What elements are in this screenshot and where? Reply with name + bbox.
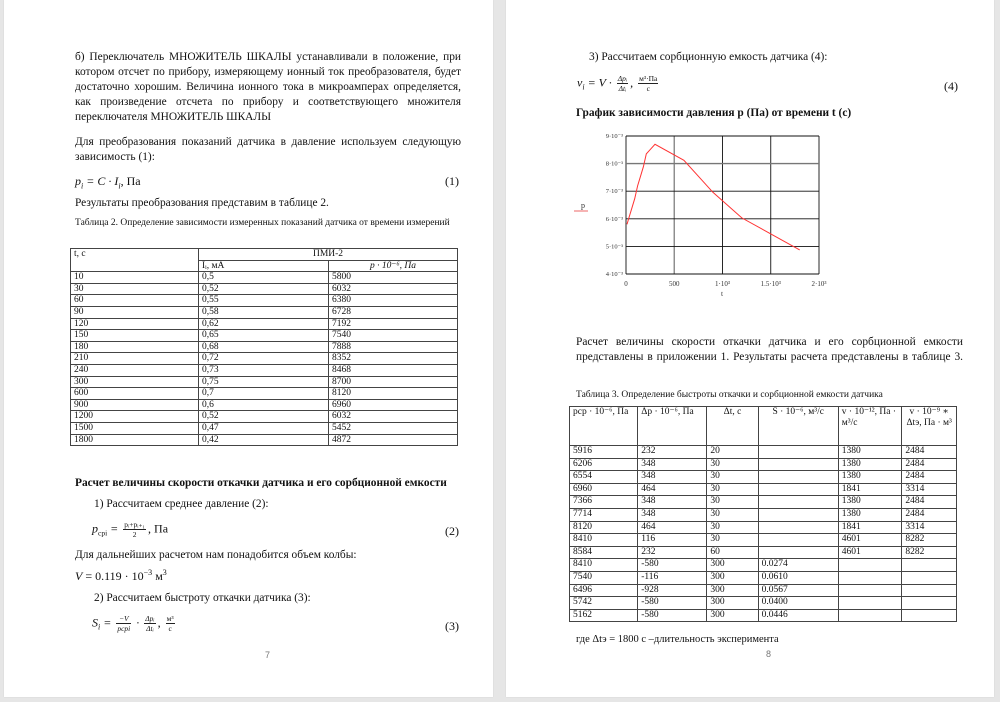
svg-text:6·10⁻³: 6·10⁻³ bbox=[605, 215, 623, 223]
table-cell: 150 bbox=[71, 330, 199, 342]
table-cell bbox=[902, 584, 957, 597]
table-cell: 0,52 bbox=[199, 283, 329, 295]
table-cell: 6032 bbox=[329, 411, 458, 423]
table-cell: 2484 bbox=[902, 496, 957, 509]
table-cell bbox=[758, 471, 838, 484]
table-cell bbox=[838, 559, 902, 572]
svg-text:5·10⁻³: 5·10⁻³ bbox=[605, 243, 623, 251]
table-row bbox=[570, 534, 957, 547]
table-cell: 20 bbox=[707, 446, 758, 459]
table-cell: 5452 bbox=[329, 422, 458, 434]
table-cell: 4601 bbox=[838, 534, 902, 547]
table-cell: 8120 bbox=[329, 388, 458, 400]
table-cell: 4872 bbox=[329, 434, 458, 446]
table-cell: 300 bbox=[71, 376, 199, 388]
table-row bbox=[570, 446, 957, 459]
table-row bbox=[71, 422, 458, 434]
table-cell: 0,47 bbox=[199, 422, 329, 434]
table-cell bbox=[758, 521, 838, 534]
chart-grid bbox=[626, 136, 819, 274]
table-cell: 6206 bbox=[570, 458, 638, 471]
paragraph-results: Результаты преобразования представим в таблице 2. bbox=[75, 197, 329, 209]
table3-header-cell: v · 10⁻⁹ ∗ Δtэ, Па · м³ bbox=[902, 407, 957, 446]
table-cell: 300 bbox=[707, 584, 758, 597]
paragraph-volume: Для дальнейших расчетом нам понадобится объем колбы: bbox=[75, 549, 357, 561]
table-cell: 1841 bbox=[838, 521, 902, 534]
table-row bbox=[71, 388, 458, 400]
table-cell bbox=[838, 609, 902, 622]
table-cell: 5800 bbox=[329, 272, 458, 284]
table-cell: 348 bbox=[638, 471, 707, 484]
table-cell bbox=[902, 609, 957, 622]
table-row bbox=[71, 341, 458, 353]
paragraph-scale-switch: б) Переключатель МНОЖИТЕЛЬ ШКАЛЫ устанавливали в положение, при котором отсчет по прибору, измеряющему ионный ток преобразователя, будет достаточно хорошим. Величина ионного тока в микроамперах определяется, как произведение отсчета по прибору и соответствующего множителя переключателя МНОЖИТЕЛЬ ШКАЛЫ bbox=[75, 51, 461, 123]
table-cell bbox=[902, 571, 957, 584]
chart-legend-label: p bbox=[581, 201, 585, 210]
table-row bbox=[71, 283, 458, 295]
table-row bbox=[570, 508, 957, 521]
table-cell: 8700 bbox=[329, 376, 458, 388]
table-cell: 0.0400 bbox=[758, 597, 838, 610]
table3-caption: Таблица 3. Определение быстроты откачки и сорбционной емкости датчика bbox=[576, 390, 883, 400]
paragraph-conversion: Для преобразования показаний датчика в давление используем следующую зависимость (1): bbox=[75, 136, 461, 163]
table2-header-current: Iᵢ, мА bbox=[199, 260, 329, 272]
table-row bbox=[570, 471, 957, 484]
table-cell: 7540 bbox=[329, 330, 458, 342]
table-cell: 1841 bbox=[838, 483, 902, 496]
table-cell: -580 bbox=[638, 597, 707, 610]
table-cell: 7540 bbox=[570, 571, 638, 584]
table-cell: 2484 bbox=[902, 458, 957, 471]
table-row bbox=[570, 546, 957, 559]
table-cell: 3314 bbox=[902, 521, 957, 534]
table-cell: 900 bbox=[71, 399, 199, 411]
table-cell: 1380 bbox=[838, 446, 902, 459]
table-cell: 210 bbox=[71, 353, 199, 365]
table-cell bbox=[758, 534, 838, 547]
table-row bbox=[71, 295, 458, 307]
table-cell: 348 bbox=[638, 458, 707, 471]
formula-3: $S_i$ = $\frac{-V}{\text{pсрi}}$ · $\frac{\text{Δpᵢ}}{\text{Δtᵢ}}$ , $\frac{\text{м³}}{с}$ bbox=[92, 614, 174, 633]
table-cell: 7192 bbox=[329, 318, 458, 330]
table-cell: 0,5 bbox=[199, 272, 329, 284]
table-cell bbox=[902, 559, 957, 572]
table-cell: -580 bbox=[638, 609, 707, 622]
table3-header-cell: Δt, c bbox=[707, 407, 758, 446]
table-cell: 8468 bbox=[329, 364, 458, 376]
table-cell: 300 bbox=[707, 609, 758, 622]
table3-header-cell: pср · 10⁻⁶, Па bbox=[570, 407, 638, 446]
pressure-time-chart bbox=[564, 126, 834, 306]
table-cell: 8282 bbox=[902, 534, 957, 547]
table-row bbox=[570, 559, 957, 572]
table-cell: 180 bbox=[71, 341, 199, 353]
table-cell: 6496 bbox=[570, 584, 638, 597]
table-cell: 8352 bbox=[329, 353, 458, 365]
table-cell: 30 bbox=[707, 471, 758, 484]
table-row bbox=[71, 434, 458, 446]
formula-1: $p_i = C \cdot I_i$, Па bbox=[75, 174, 141, 191]
svg-text:1·10³: 1·10³ bbox=[715, 280, 730, 288]
table-row bbox=[71, 272, 458, 284]
table-row bbox=[71, 353, 458, 365]
page-number: 8 bbox=[766, 649, 772, 659]
table-row bbox=[570, 597, 957, 610]
table-cell: 8410 bbox=[570, 534, 638, 547]
table-cell: 1380 bbox=[838, 458, 902, 471]
table-cell: 60 bbox=[71, 295, 199, 307]
table-row bbox=[71, 318, 458, 330]
table-cell bbox=[838, 597, 902, 610]
table-2 bbox=[70, 248, 458, 446]
paragraph-calculation: Расчет величины скорости откачки датчика и его сорбционной емкости представлены в приложении 1. Результаты расчета представлены в таблице 3. bbox=[576, 336, 963, 363]
table-cell: -116 bbox=[638, 571, 707, 584]
table-cell: 0,7 bbox=[199, 388, 329, 400]
table-cell: 60 bbox=[707, 546, 758, 559]
table-cell bbox=[838, 584, 902, 597]
table-cell: 3314 bbox=[902, 483, 957, 496]
table-cell: 1380 bbox=[838, 471, 902, 484]
svg-text:4·10⁻³: 4·10⁻³ bbox=[605, 271, 623, 278]
step-1-text: 1) Рассчитаем среднее давление (2): bbox=[94, 498, 269, 510]
table-cell bbox=[838, 571, 902, 584]
svg-text:1.5·10³: 1.5·10³ bbox=[760, 280, 781, 288]
footnote: где Δtэ = 1800 с –длительность эксперимента bbox=[576, 634, 779, 645]
formula-2: $p_{срi}$ = $\frac{\text{pᵢ+pᵢ₊₁}}{2}$ , Па bbox=[92, 520, 169, 539]
table2-header-pressure: p · 10⁻⁶, Па bbox=[329, 260, 458, 272]
table-cell: 116 bbox=[638, 534, 707, 547]
table-cell: 0,68 bbox=[199, 341, 329, 353]
table-cell bbox=[758, 546, 838, 559]
table-cell: 1800 bbox=[71, 434, 199, 446]
table-cell: 30 bbox=[707, 534, 758, 547]
table-cell: 0.0610 bbox=[758, 571, 838, 584]
table-cell: 30 bbox=[707, 508, 758, 521]
document-page-8 bbox=[506, 0, 994, 697]
table2-header-group: ПМИ-2 bbox=[199, 249, 458, 261]
table-cell: 8120 bbox=[570, 521, 638, 534]
table-cell: 2484 bbox=[902, 446, 957, 459]
chart-title: График зависимости давления p (Па) от времени t (c) bbox=[576, 107, 852, 119]
svg-text:8·10⁻³: 8·10⁻³ bbox=[605, 160, 623, 168]
table-cell: 1200 bbox=[71, 411, 199, 423]
table-cell: 0,62 bbox=[199, 318, 329, 330]
step-2-text: 2) Рассчитаем быстроту откачки датчика (3): bbox=[94, 592, 311, 604]
section-title: Расчет величины скорости откачки датчика и его сорбционной емкости bbox=[75, 477, 447, 489]
table-cell: 300 bbox=[707, 597, 758, 610]
equation-number-4: (4) bbox=[944, 79, 958, 93]
table-cell: 5162 bbox=[570, 609, 638, 622]
svg-text:9·10⁻³: 9·10⁻³ bbox=[605, 133, 623, 140]
table-cell: 600 bbox=[71, 388, 199, 400]
step-3-text: 3) Рассчитаем сорбционную емкость датчика (4): bbox=[589, 51, 828, 63]
table-cell bbox=[758, 483, 838, 496]
table-cell: 1380 bbox=[838, 496, 902, 509]
table-cell: 300 bbox=[707, 559, 758, 572]
table-cell bbox=[758, 446, 838, 459]
table-cell: 0.0274 bbox=[758, 559, 838, 572]
table-row bbox=[570, 584, 957, 597]
table-cell: 6728 bbox=[329, 306, 458, 318]
svg-text:7·10⁻³: 7·10⁻³ bbox=[605, 188, 623, 196]
volume-formula: $V = 0.119 \cdot 10^{-3}$ $м^3$ bbox=[75, 568, 167, 583]
table-row bbox=[71, 364, 458, 376]
table-cell: 30 bbox=[707, 458, 758, 471]
table-cell: 232 bbox=[638, 446, 707, 459]
chart-series-p bbox=[627, 144, 800, 250]
chart-x-label: t bbox=[720, 289, 724, 298]
table-cell: 7714 bbox=[570, 508, 638, 521]
equation-number-2: (2) bbox=[445, 524, 459, 538]
document-page-7 bbox=[4, 0, 493, 697]
table-cell: 0,42 bbox=[199, 434, 329, 446]
table-cell: 6554 bbox=[570, 471, 638, 484]
table-cell bbox=[758, 496, 838, 509]
formula-4: $v_i = V$ · $\frac{\text{Δpᵢ}}{\text{Δtᵢ}}$ , $\frac{\text{м³·Па}}{с}$ bbox=[577, 74, 658, 93]
table-cell: 6960 bbox=[329, 399, 458, 411]
table-cell: 0.0567 bbox=[758, 584, 838, 597]
table-row bbox=[570, 483, 957, 496]
table-cell: 232 bbox=[638, 546, 707, 559]
table-cell: 5742 bbox=[570, 597, 638, 610]
table-cell: 7366 bbox=[570, 496, 638, 509]
table-cell: 8584 bbox=[570, 546, 638, 559]
chart-x-axis bbox=[624, 280, 826, 288]
table-cell: 0,73 bbox=[199, 364, 329, 376]
chart-y-axis bbox=[606, 133, 623, 278]
table-cell bbox=[758, 508, 838, 521]
table-cell: 0.0446 bbox=[758, 609, 838, 622]
table3-header-cell: v · 10⁻¹², Па · м³/с bbox=[838, 407, 902, 446]
table-row bbox=[570, 571, 957, 584]
table-cell: 6032 bbox=[329, 283, 458, 295]
table-cell: 4601 bbox=[838, 546, 902, 559]
table-row bbox=[71, 306, 458, 318]
table-cell: 8282 bbox=[902, 546, 957, 559]
svg-text:2·10³: 2·10³ bbox=[811, 280, 827, 288]
table-cell: 1500 bbox=[71, 422, 199, 434]
equation-number-1: (1) bbox=[445, 174, 459, 188]
table-cell: 0,72 bbox=[199, 353, 329, 365]
table-cell: 1380 bbox=[838, 508, 902, 521]
table-cell: 120 bbox=[71, 318, 199, 330]
table-cell: 2484 bbox=[902, 471, 957, 484]
table-cell: 30 bbox=[71, 283, 199, 295]
table-row bbox=[71, 411, 458, 423]
svg-text:0: 0 bbox=[624, 280, 628, 288]
table-cell: 10 bbox=[71, 272, 199, 284]
table2-header-time: t, c bbox=[71, 249, 199, 272]
table-cell: 0,65 bbox=[199, 330, 329, 342]
table-cell: 5916 bbox=[570, 446, 638, 459]
table-cell: 6380 bbox=[329, 295, 458, 307]
table-cell: 464 bbox=[638, 483, 707, 496]
table-3 bbox=[569, 406, 957, 622]
table-cell: 2484 bbox=[902, 508, 957, 521]
table-cell: 300 bbox=[707, 571, 758, 584]
table-cell: 0,75 bbox=[199, 376, 329, 388]
table-row bbox=[71, 399, 458, 411]
table-cell bbox=[758, 458, 838, 471]
equation-number-3: (3) bbox=[445, 619, 459, 633]
table-cell: 348 bbox=[638, 508, 707, 521]
table-cell bbox=[902, 597, 957, 610]
svg-text:500: 500 bbox=[669, 280, 680, 288]
table-cell: 30 bbox=[707, 483, 758, 496]
table-cell: 90 bbox=[71, 306, 199, 318]
table-cell: 0,52 bbox=[199, 411, 329, 423]
table-cell: 7888 bbox=[329, 341, 458, 353]
table-cell: 0,6 bbox=[199, 399, 329, 411]
table3-header-cell: Δp · 10⁻⁶, Па bbox=[638, 407, 707, 446]
table-row bbox=[570, 496, 957, 509]
table-cell: 30 bbox=[707, 496, 758, 509]
table3-header-cell: S · 10⁻⁶, м³/с bbox=[758, 407, 838, 446]
table-row bbox=[570, 521, 957, 534]
table-cell: -928 bbox=[638, 584, 707, 597]
table2-caption: Таблица 2. Определение зависимости измеренных показаний датчика от времени измерений bbox=[75, 218, 450, 228]
table-cell: 0,58 bbox=[199, 306, 329, 318]
table-cell: 30 bbox=[707, 521, 758, 534]
table-cell: 0,55 bbox=[199, 295, 329, 307]
table-row bbox=[71, 330, 458, 342]
table-row bbox=[71, 376, 458, 388]
table-cell: 240 bbox=[71, 364, 199, 376]
table-cell: 6960 bbox=[570, 483, 638, 496]
table-row bbox=[570, 458, 957, 471]
table-cell: 8410 bbox=[570, 559, 638, 572]
table-cell: 348 bbox=[638, 496, 707, 509]
table-cell: 464 bbox=[638, 521, 707, 534]
table-cell: -580 bbox=[638, 559, 707, 572]
table-row bbox=[570, 609, 957, 622]
page-number: 7 bbox=[265, 650, 271, 660]
